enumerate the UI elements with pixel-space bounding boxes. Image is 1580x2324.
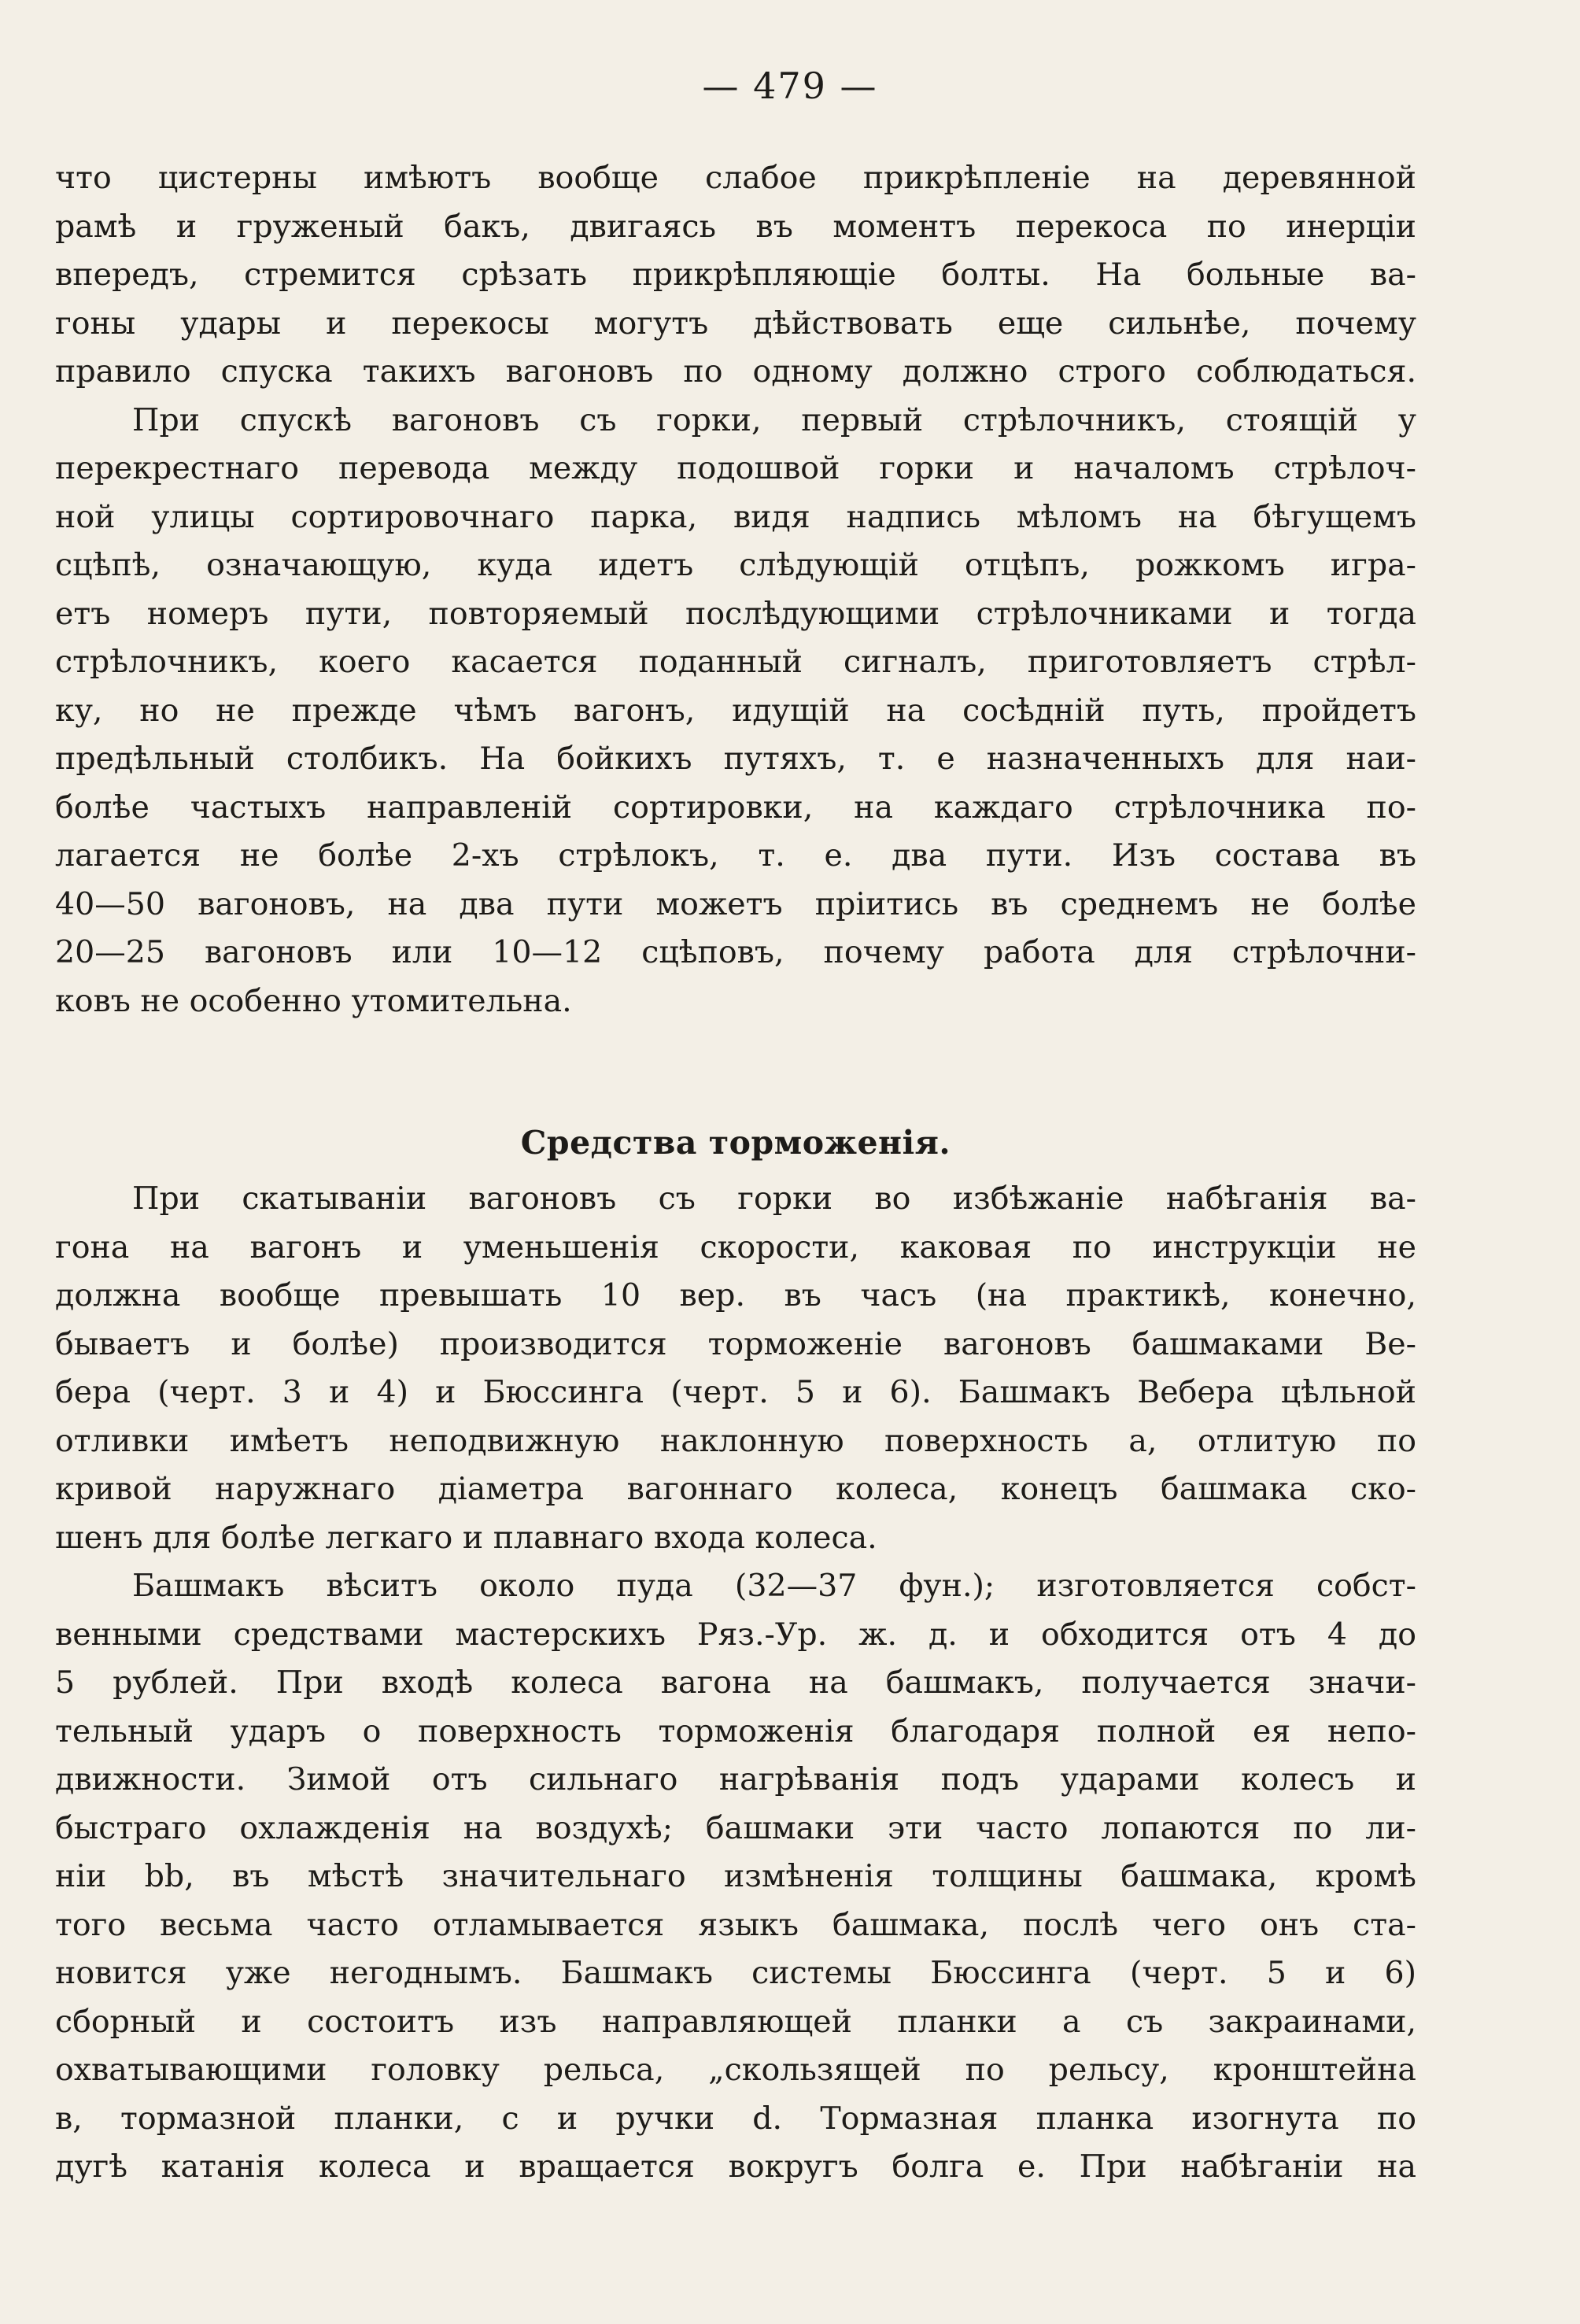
text-line: 20—25 вагоновъ или 10—12 сцѣповъ, почему работа для стрѣлочни-	[55, 934, 1416, 970]
text-block-top	[55, 154, 1416, 1025]
text-line: охватывающими головку рельса, „скользящей по рельсу, кронштейна	[55, 2052, 1416, 2088]
text-line: что цистерны имѣютъ вообще слабое прикрѣпленіе на деревянной	[55, 160, 1416, 196]
text-line: дугѣ катанія колеса и вращается вокругъ болга е. При набѣганіи на	[55, 2148, 1416, 2185]
text-line: новится уже негоднымъ. Башмакъ системы Бюссинга (черт. 5 и 6)	[55, 1955, 1416, 1991]
text-line: ку, но не прежде чѣмъ вагонъ, идущій на сосѣдній путь, пройдетъ	[55, 692, 1416, 729]
text-line: быстраго охлажденія на воздухѣ; башмаки эти часто лопаются по ли-	[55, 1809, 1416, 1846]
text-line: сборный и состоитъ изъ направляющей планки а съ закраинами,	[55, 2003, 1416, 2040]
text-line: гоны удары и перекосы могутъ дѣйствовать еще сильнѣе, почему	[55, 305, 1416, 342]
text-line: етъ номеръ пути, повторяемый послѣдующими стрѣлочниками и тогда	[55, 595, 1416, 632]
paragraph	[55, 397, 1416, 1026]
text-line: бываетъ и болѣе) производится торможеніе вагоновъ башмаками Ве-	[55, 1325, 1416, 1362]
text-line: предѣльный столбикъ. На бойкихъ путяхъ, т. е назначенныхъ для наи-	[55, 741, 1416, 777]
text-line: 40—50 вагоновъ, на два пути можетъ пріитись въ среднемъ не болѣе	[55, 885, 1416, 922]
text-line: впередъ, стремится срѣзать прикрѣпляющіе болты. На больные ва-	[55, 257, 1416, 293]
text-line: шенъ для болѣе легкаго и плавнаго входа колеса.	[55, 1519, 877, 1556]
text-line: лагается не болѣе 2-хъ стрѣлокъ, т. е. два пути. Изъ состава въ	[55, 837, 1416, 874]
text-line: 5 рублей. При входѣ колеса вагона на башмакъ, получается значи-	[55, 1664, 1416, 1701]
section-heading: Средства торможенія.	[520, 1124, 951, 1162]
text-line: перекрестнаго перевода между подошвой горки и началомъ стрѣлоч-	[55, 450, 1416, 486]
text-line: движности. Зимой отъ сильнаго нагрѣванія подъ ударами колесъ и	[55, 1761, 1416, 1797]
text-block-bottom	[55, 1110, 1416, 2192]
text-line: стрѣлочникъ, коего касается поданный сигналъ, приготовляетъ стрѣл-	[55, 644, 1416, 680]
text-line: в, тормазной планки, с и ручки d. Тормазная планка изогнута по	[55, 2100, 1416, 2137]
text-line: ной улицы сортировочнаго парка, видя надпись мѣломъ на бѣгущемъ	[55, 498, 1416, 535]
text-line: сцѣпѣ, означающую, куда идетъ слѣдующій отцѣпъ, рожкомъ игра-	[55, 547, 1416, 583]
text-line: должна вообще превышать 10 вер. въ часъ (на практикѣ, конечно,	[55, 1277, 1416, 1313]
text-line: бера (черт. 3 и 4) и Бюссинга (черт. 5 и 6). Башмакъ Вебера цѣльной	[55, 1374, 1416, 1410]
text-line: рамѣ и груженый бакъ, двигаясь въ моментъ перекоса по инерціи	[55, 208, 1416, 245]
text-line: правило спуска такихъ вагоновъ по одному должно строго соблюдаться.	[55, 353, 1416, 390]
text-line: того весьма часто отламывается языкъ башмака, послѣ чего онъ ста-	[55, 1906, 1416, 1943]
text-line: венными средствами мастерскихъ Ряз.-Ур. ж. д. и обходится отъ 4 до	[55, 1616, 1416, 1653]
paragraph	[55, 154, 1416, 397]
text-line: тельный ударъ о поверхность торможенія благодаря полной ея непо-	[55, 1713, 1416, 1749]
text-line: При спускѣ вагоновъ съ горки, первый стрѣлочникъ, стоящій у	[132, 401, 1416, 438]
paragraph	[55, 1562, 1416, 2192]
text-line: болѣе частыхъ направленій сортировки, на каждаго стрѣлочника по-	[55, 789, 1416, 826]
paragraph	[55, 1175, 1416, 1562]
text-line: кривой наружнаго діаметра вагоннаго колеса, конецъ башмака ско-	[55, 1471, 1416, 1507]
page-number: — 479 —	[702, 65, 878, 107]
text-line: гона на вагонъ и уменьшенія скорости, каковая по инструкціи не	[55, 1229, 1416, 1265]
text-line: ніи bb, въ мѣстѣ значительнаго измѣненія толщины башмака, кромѣ	[55, 1858, 1416, 1894]
text-line: При скатываніи вагоновъ съ горки во избѣжаніе набѣганія ва-	[132, 1180, 1416, 1217]
text-line: отливки имѣетъ неподвижную наклонную поверхность а, отлитую по	[55, 1422, 1416, 1459]
text-line: ковъ не особенно утомительна.	[55, 982, 572, 1019]
text-line: Башмакъ вѣситъ около пуда (32—37 фун.); изготовляется собст-	[132, 1568, 1416, 1604]
